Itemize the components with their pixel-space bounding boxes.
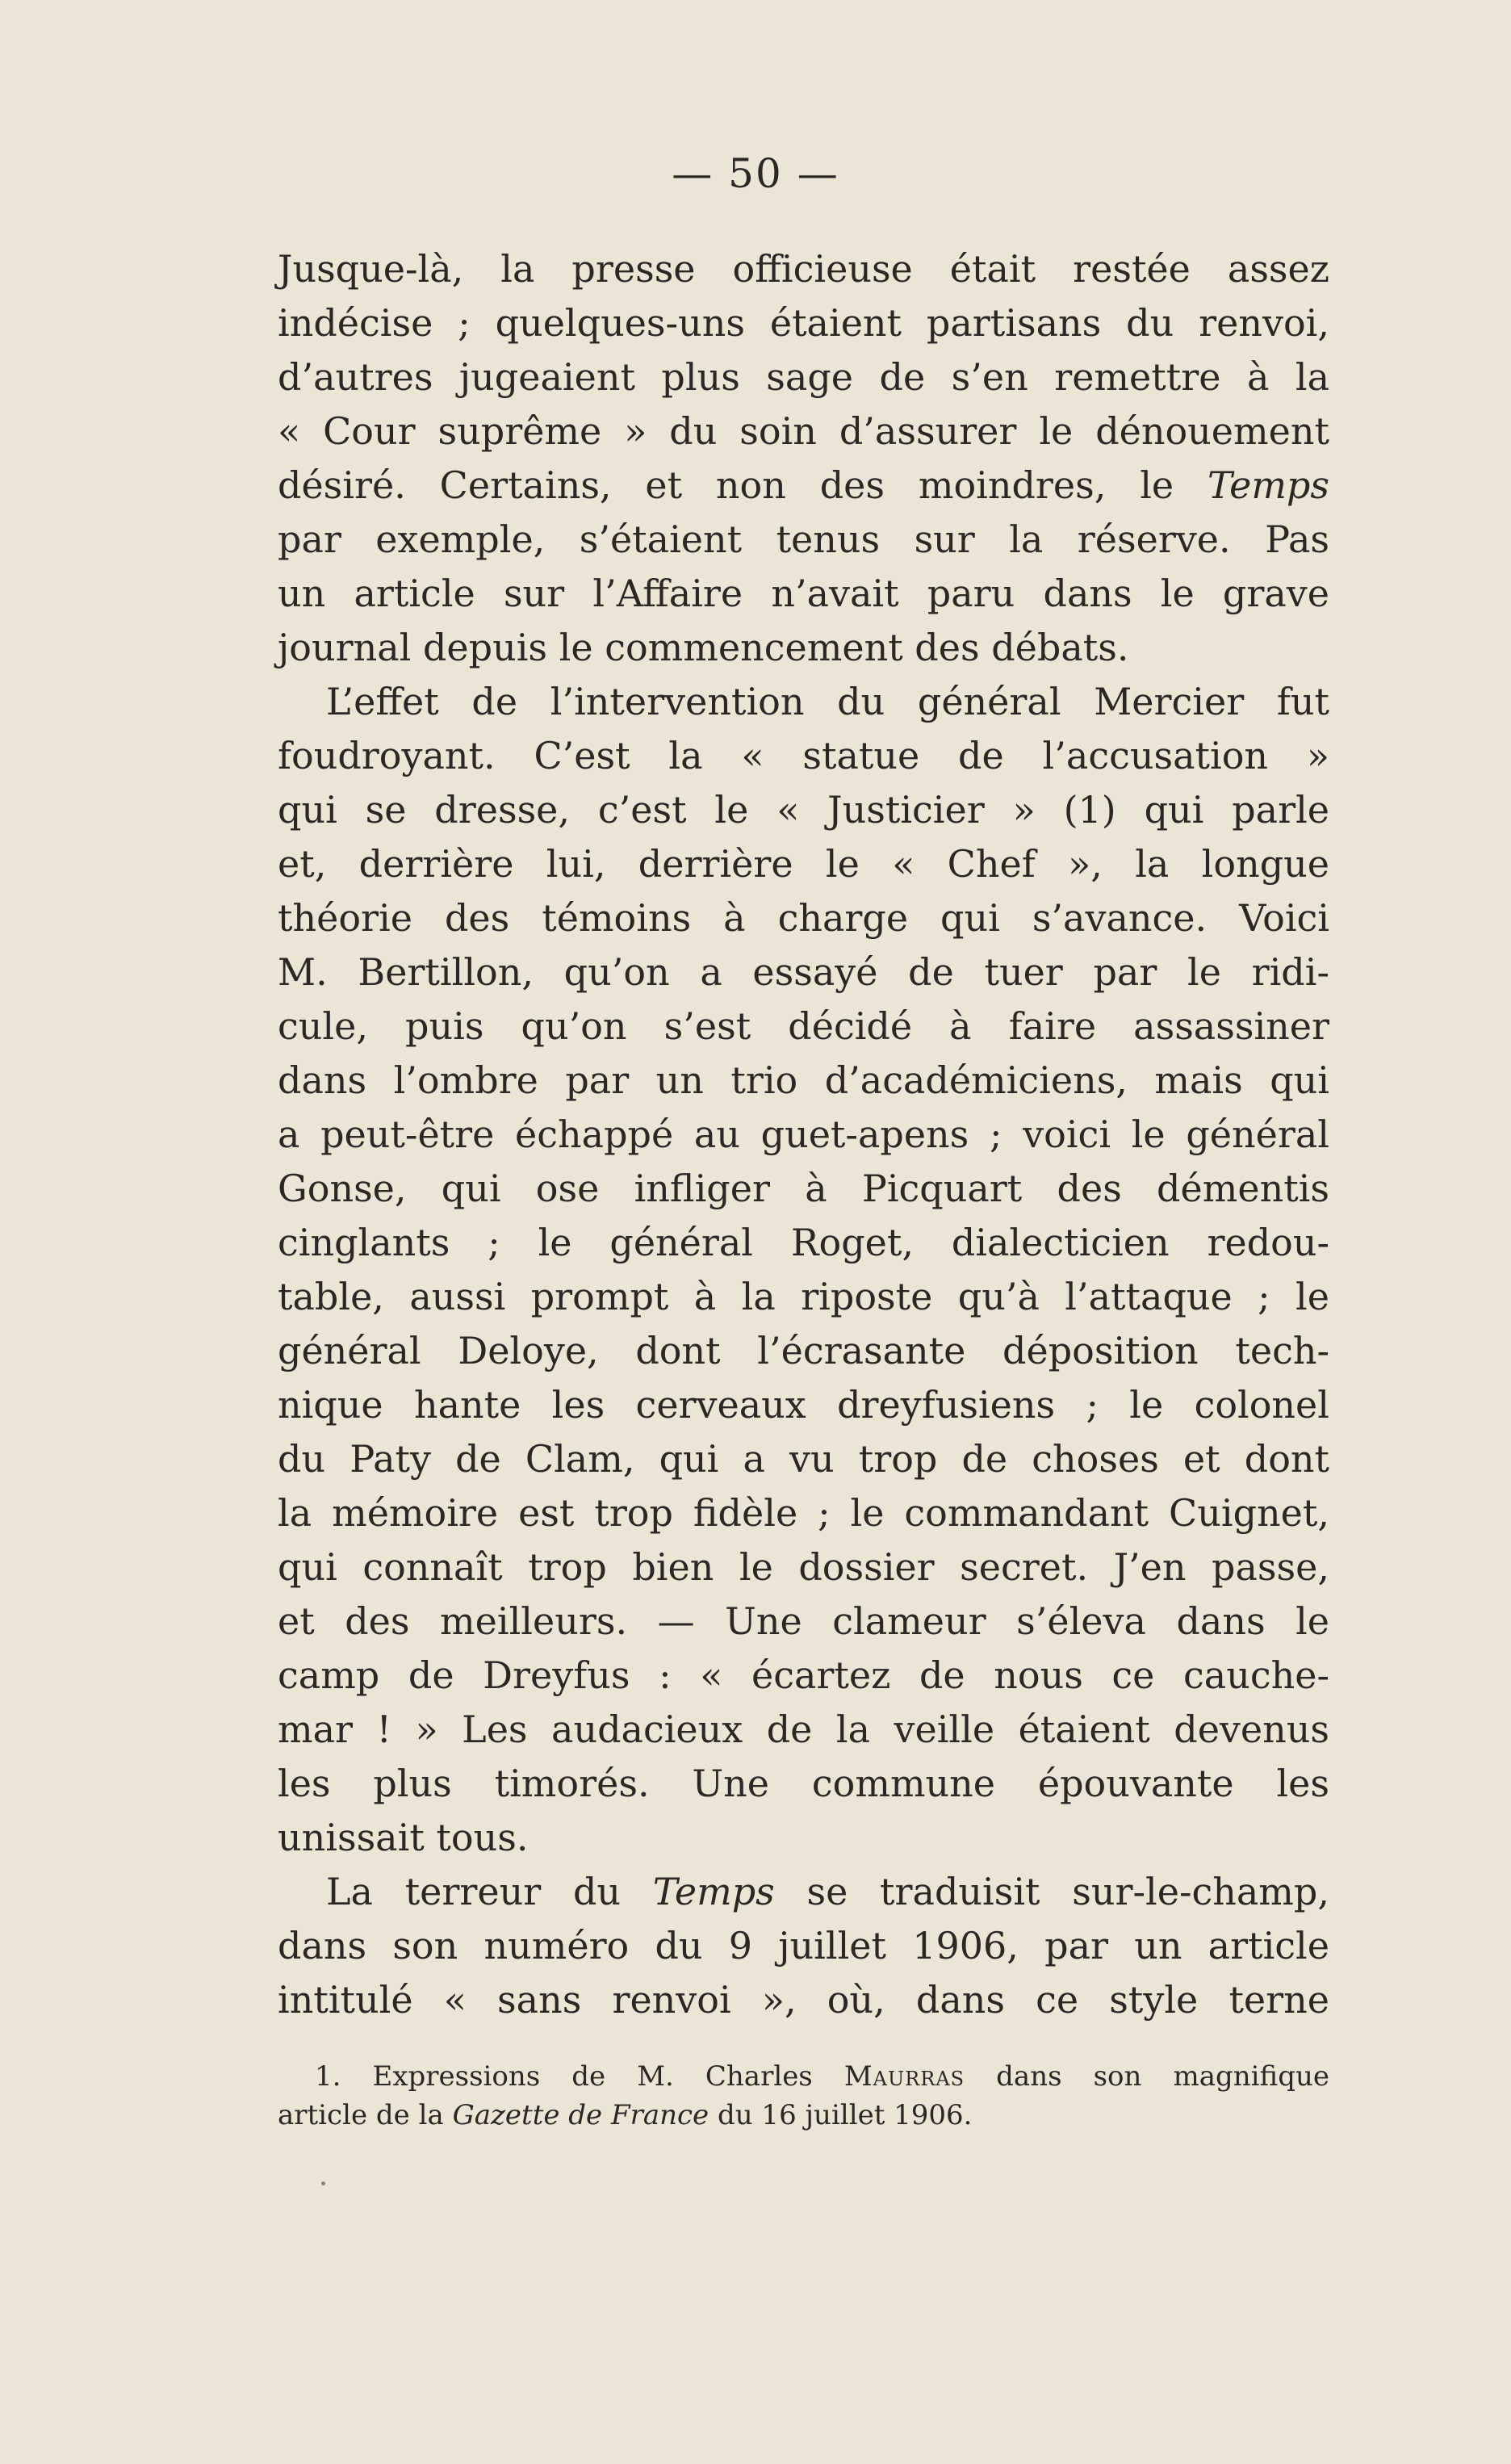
- text-segment: désiré. Certains, et non des moindres, le: [278, 463, 1208, 507]
- paper-speck: [321, 2181, 325, 2185]
- text-line: et des meilleurs. — Une clameur s’éleva dans le: [278, 1599, 1329, 1643]
- text-line: et, derrière lui, derrière le « Chef », la longue: [278, 842, 1329, 886]
- newspaper-title: Gazette de France: [452, 2099, 709, 2131]
- text-line: qui se dresse, c’est le « Justicier » (1) qui parle: [278, 788, 1329, 832]
- text-line: camp de Dreyfus : « écartez de nous ce cauche-: [278, 1653, 1329, 1697]
- text-line: Jusque-là, la presse officieuse était restée assez: [278, 247, 1329, 291]
- text-line: unissait tous.: [278, 1816, 529, 1859]
- text-line: foudroyant. C’est la « statue de l’accusation »: [278, 734, 1329, 777]
- text-line: par exemple, s’étaient tenus sur la réserve. Pas: [278, 518, 1329, 561]
- text-line: un article sur l’Affaire n’avait paru dans le grave: [278, 572, 1329, 615]
- text-segment: du 16 juillet 1906.: [709, 2099, 973, 2131]
- text-line: table, aussi prompt à la riposte qu’à l’attaque ; le: [278, 1275, 1329, 1318]
- text-segment: dans son magnifique: [965, 2060, 1329, 2093]
- text-line: L’effet de l’intervention du général Mercier fut: [326, 680, 1329, 723]
- text-line: nique hante les cerveaux dreyfusiens ; le colonel: [278, 1383, 1329, 1427]
- text-line: théorie des témoins à charge qui s’avance. Voici: [278, 896, 1329, 940]
- text-line: « Cour suprême » du soin d’assurer le dénouement: [278, 409, 1329, 453]
- author-name: Maurras: [843, 2060, 965, 2093]
- text-line: Gonse, qui ose infliger à Picquart des démentis: [278, 1167, 1329, 1210]
- newspaper-title: Temps: [1207, 463, 1329, 507]
- text-line: [278, 1865, 1329, 1919]
- text-line: dans son numéro du 9 juillet 1906, par un article: [278, 1924, 1329, 1967]
- footnote-line: [278, 2057, 1329, 2096]
- text-line: M. Bertillon, qu’on a essayé de tuer par le ridi-: [278, 950, 1329, 994]
- body-text: [278, 242, 1329, 2027]
- text-segment: article de la: [278, 2099, 453, 2131]
- text-segment: 1. Expressions de M. Charles: [315, 2060, 844, 2093]
- text-line: qui connaît trop bien le dossier secret. J’en passe,: [278, 1545, 1329, 1589]
- text-line: dans l’ombre par un trio d’académiciens, mais qui: [278, 1058, 1329, 1102]
- text-line: journal depuis le commencement des débats.: [278, 626, 1129, 669]
- text-line: les plus timorés. Une commune épouvante les: [278, 1762, 1329, 1805]
- text-line: d’autres jugeaient plus sage de s’en remettre à la: [278, 355, 1329, 399]
- newspaper-title: Temps: [652, 1870, 775, 1913]
- text-line: [278, 459, 1329, 513]
- footnote: [278, 2057, 1329, 2135]
- text-line: a peut-être échappé au guet-apens ; voici le général: [278, 1113, 1329, 1156]
- text-line: indécise ; quelques-uns étaient partisans du renvoi,: [278, 301, 1329, 345]
- text-line: intitulé « sans renvoi », où, dans ce style terne: [278, 1978, 1329, 2022]
- text-line: général Deloye, dont l’écrasante déposition tech-: [278, 1329, 1329, 1372]
- text-line: cule, puis qu’on s’est décidé à faire assassiner: [278, 1004, 1329, 1048]
- text-segment: se traduisit sur-le-champ,: [774, 1870, 1329, 1913]
- text-line: la mémoire est trop fidèle ; le commandant Cuignet,: [278, 1491, 1329, 1535]
- text-line: cinglants ; le général Roget, dialecticien redou-: [278, 1221, 1329, 1264]
- text-line: du Paty de Clam, qui a vu trop de choses et dont: [278, 1437, 1329, 1481]
- text-line: mar ! » Les audacieux de la veille étaient devenus: [278, 1708, 1329, 1751]
- text-segment: La terreur du: [326, 1870, 653, 1913]
- footnote-line: [278, 2096, 1329, 2135]
- page-number: — 50 —: [672, 150, 839, 197]
